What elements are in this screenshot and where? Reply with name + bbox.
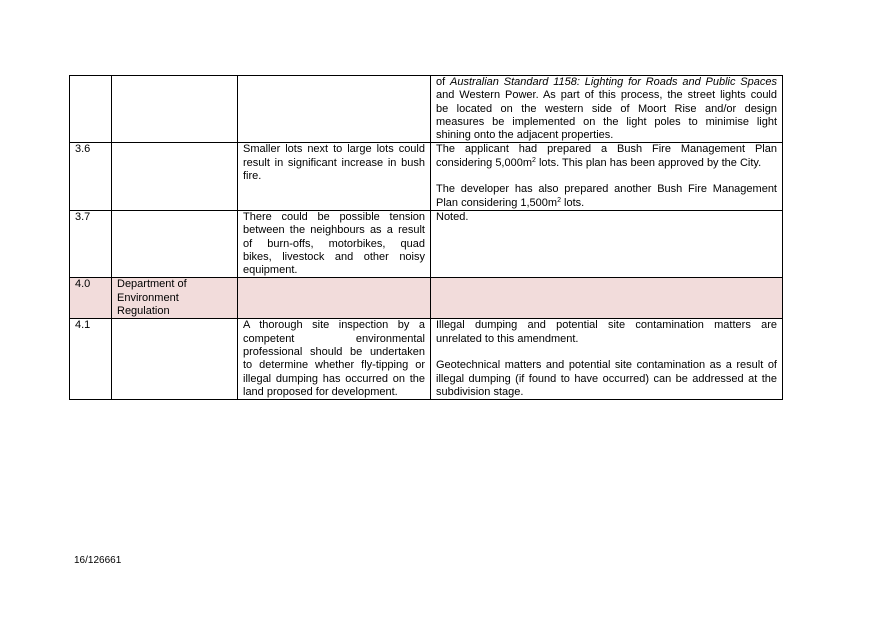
table-row bbox=[70, 319, 783, 400]
document-reference: 16/126661 bbox=[74, 555, 122, 566]
submitter-cell bbox=[112, 143, 238, 210]
standard-title: Australian Standard 1158: Lighting for Roads and Public Spaces bbox=[450, 76, 777, 88]
submissions-table bbox=[69, 75, 783, 400]
item-number-cell: 3.6 bbox=[70, 143, 112, 210]
submitter-cell: Department of Environment Regulation bbox=[112, 278, 238, 319]
submitter-cell bbox=[112, 319, 238, 400]
item-number-cell: 4.1 bbox=[70, 319, 112, 400]
table-row-section bbox=[70, 278, 783, 319]
table-row bbox=[70, 210, 783, 277]
item-number-cell bbox=[70, 76, 112, 143]
submission-cell bbox=[238, 76, 431, 143]
response-cell: Illegal dumping and potential site contamination matters are unrelated to this amendment. Geotechnical matters and potential site contamination as a result of illegal dumping (if found to have occurred) can be addressed at the subdivision stage. bbox=[431, 319, 783, 400]
table-row bbox=[70, 143, 783, 210]
item-number-cell: 4.0 bbox=[70, 278, 112, 319]
submission-cell: A thorough site inspection by a competent environmental professional should be undertaken to determine whether fly-tipping or illegal dumping has occurred on the land proposed for development. bbox=[238, 319, 431, 400]
submitter-cell bbox=[112, 76, 238, 143]
response-cell bbox=[431, 278, 783, 319]
response-cell: of Australian Standard 1158: Lighting for Roads and Public Spaces and Western Power. As part of this process, the street lights could be located on the western side of Moort Rise and/or design measures be implemented on the light poles to minimise light shining onto the adjacent properties. bbox=[431, 76, 783, 143]
table-row bbox=[70, 76, 783, 143]
submission-cell: Smaller lots next to large lots could result in significant increase in bush fire. bbox=[238, 143, 431, 210]
submitter-cell bbox=[112, 210, 238, 277]
submission-cell: There could be possible tension between the neighbours as a result of burn-offs, motorbikes, quad bikes, livestock and other noisy equipment. bbox=[238, 210, 431, 277]
response-cell: The applicant had prepared a Bush Fire Management Plan considering $5,000m^2$ lots. This plan has been approved by the City. The developer has also prepared another Bush Fire Management Plan considering $1,500m^2$ lots. bbox=[431, 143, 783, 210]
submission-cell bbox=[238, 278, 431, 319]
response-cell: Noted. bbox=[431, 210, 783, 277]
item-number-cell: 3.7 bbox=[70, 210, 112, 277]
